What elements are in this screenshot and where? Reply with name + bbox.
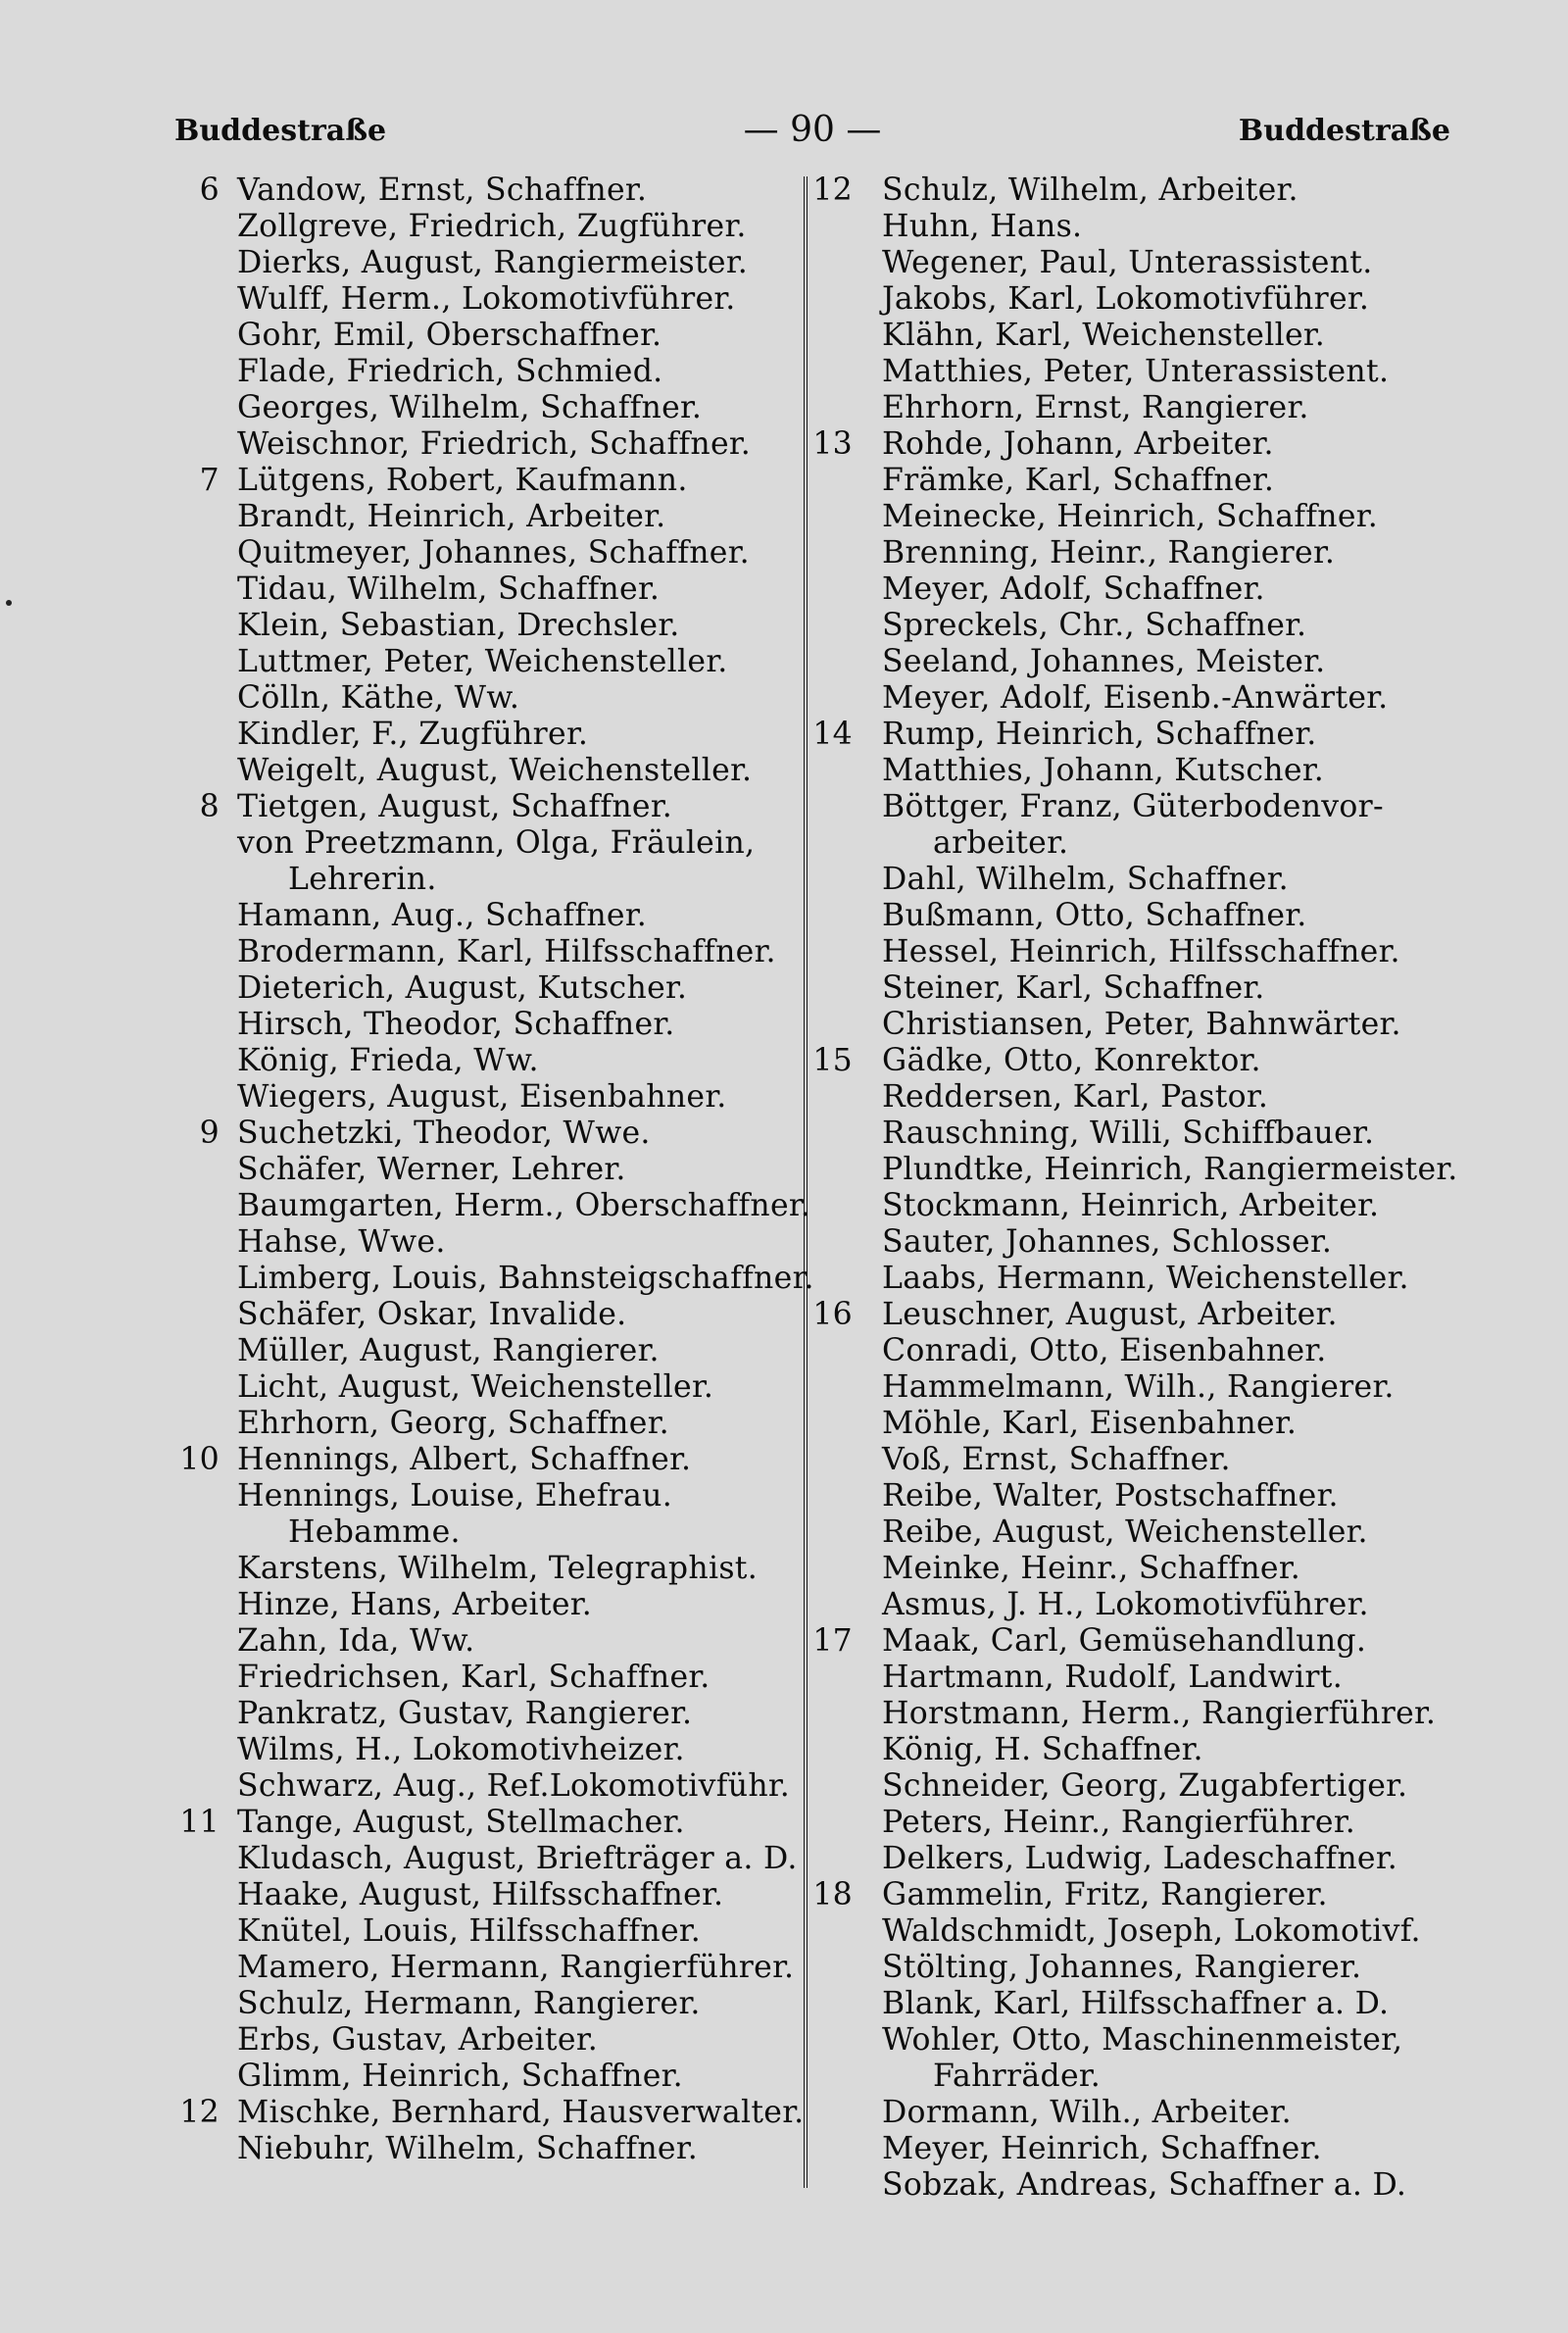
directory-entry: [190, 1043, 798, 1079]
directory-entry: [190, 934, 798, 970]
resident-text: Vandow, Ernst, Schaffner.: [237, 173, 648, 208]
left-column: [179, 173, 814, 2167]
directory-entry: [190, 2131, 798, 2167]
directory-entry: [190, 1768, 798, 1805]
directory-entry: [835, 2022, 1472, 2059]
resident-text: Fahrräder.: [933, 2059, 1102, 2094]
directory-entry: [190, 680, 798, 717]
directory-entry: [190, 354, 798, 390]
resident-text: Schäfer, Oskar, Invalide.: [237, 1297, 627, 1332]
page-header: [174, 110, 1450, 153]
resident-text: Mischke, Bernhard, Hausverwalter.: [237, 2095, 805, 2130]
directory-entry: [190, 1297, 798, 1333]
directory-entry: [812, 1877, 1472, 1913]
resident-text: Reibe, Walter, Postschaffner.: [882, 1478, 1339, 1514]
directory-entry: [835, 1333, 1472, 1369]
directory-entry: [190, 463, 798, 499]
directory-entry: [190, 1152, 798, 1188]
directory-entry: [835, 2131, 1472, 2167]
resident-text: Gädke, Otto, Konrektor.: [882, 1043, 1261, 1078]
directory-entry: [190, 390, 798, 426]
resident-text: Meyer, Adolf, Eisenb.-Anwärter.: [882, 680, 1389, 716]
directory-entry: [812, 1623, 1472, 1660]
resident-text: Limberg, Louis, Bahnsteigschaffner.: [237, 1261, 814, 1296]
resident-text: Schulz, Hermann, Rangierer.: [237, 1986, 701, 2021]
resident-text: Rohde, Johann, Arbeiter.: [882, 426, 1274, 462]
directory-entry: [835, 1442, 1472, 1478]
resident-text: Wiegers, August, Eisenbahner.: [237, 1079, 727, 1115]
resident-text: Weischnor, Friedrich, Schaffner.: [237, 426, 752, 462]
resident-text: Wohler, Otto, Maschinenmeister,: [882, 2022, 1403, 2058]
resident-text: Schneider, Georg, Zugabfertiger.: [882, 1768, 1408, 1804]
directory-entry: [835, 1478, 1472, 1514]
directory-entry: [179, 1805, 798, 1841]
resident-text: Wulff, Herm., Lokomotivführer.: [237, 281, 736, 317]
house-number: 10: [179, 1442, 220, 1477]
directory-entry: [835, 862, 1472, 898]
directory-entry: [835, 390, 1472, 426]
resident-text: arbeiter.: [933, 825, 1069, 861]
directory-entry: [190, 1587, 798, 1623]
resident-text: Främke, Karl, Schaffner.: [882, 463, 1275, 498]
resident-text: Cölln, Käthe, Ww.: [237, 680, 520, 716]
directory-entry: [190, 1406, 798, 1442]
directory-entry: [190, 1224, 798, 1261]
resident-text: Erbs, Gustav, Arbeiter.: [237, 2022, 599, 2058]
resident-text: Laabs, Hermann, Weichensteller.: [882, 1261, 1409, 1296]
directory-entry: [835, 209, 1472, 245]
resident-text: Hammelmann, Wilh., Rangierer.: [882, 1369, 1395, 1405]
directory-entry: [835, 571, 1472, 608]
directory-entry: [190, 753, 798, 789]
directory-entry: [835, 245, 1472, 281]
resident-text: Georges, Wilhelm, Schaffner.: [237, 390, 703, 425]
directory-entry: [835, 1079, 1472, 1116]
directory-entry: [190, 608, 798, 644]
resident-text: Schäfer, Werner, Lehrer.: [237, 1152, 626, 1187]
directory-entry: [835, 1660, 1472, 1696]
directory-entry: [190, 1514, 798, 1551]
directory-entry: [190, 825, 798, 862]
resident-text: Dieterich, August, Kutscher.: [237, 970, 688, 1006]
directory-entry: [835, 1406, 1472, 1442]
resident-text: Tidau, Wilhelm, Schaffner.: [237, 571, 661, 607]
resident-text: Delkers, Ludwig, Ladeschaffner.: [882, 1841, 1398, 1876]
house-number: 12: [179, 2095, 220, 2130]
directory-entry: [835, 1551, 1472, 1587]
directory-entry: [190, 2022, 798, 2059]
resident-text: Hinze, Hans, Arbeiter.: [237, 1587, 593, 1622]
resident-text: Pankratz, Gustav, Rangierer.: [237, 1696, 693, 1731]
directory-entry: [190, 717, 798, 753]
directory-entry: [835, 535, 1472, 571]
resident-text: Spreckels, Chr., Schaffner.: [882, 608, 1307, 643]
resident-text: Meyer, Adolf, Schaffner.: [882, 571, 1265, 607]
house-number: 7: [199, 463, 220, 498]
directory-entry: [190, 1623, 798, 1660]
resident-text: Rump, Heinrich, Schaffner.: [882, 717, 1317, 752]
directory-entry: [835, 970, 1472, 1007]
resident-text: Mamero, Hermann, Rangierführer.: [237, 1950, 795, 1985]
resident-text: Hirsch, Theodor, Schaffner.: [237, 1007, 675, 1042]
resident-text: Wegener, Paul, Unterassistent.: [882, 245, 1373, 280]
resident-text: Rauschning, Willi, Schiffbauer.: [882, 1116, 1375, 1151]
resident-text: Brenning, Heinr., Rangierer.: [882, 535, 1336, 571]
resident-text: Reibe, August, Weichensteller.: [882, 1514, 1368, 1550]
directory-entry: [190, 535, 798, 571]
directory-entry: [835, 1152, 1472, 1188]
directory-entry: [835, 608, 1472, 644]
resident-text: Dierks, August, Rangiermeister.: [237, 245, 749, 280]
resident-text: Stockmann, Heinrich, Arbeiter.: [882, 1188, 1380, 1223]
column-divider: [804, 176, 808, 2188]
resident-text: Glimm, Heinrich, Schaffner.: [237, 2059, 683, 2094]
directory-entry: [190, 644, 798, 680]
directory-entry: [835, 753, 1472, 789]
resident-text: Dormann, Wilh., Arbeiter.: [882, 2095, 1292, 2130]
directory-entry: [835, 1116, 1472, 1152]
resident-text: Luttmer, Peter, Weichensteller.: [237, 644, 728, 679]
directory-entry: [835, 1369, 1472, 1406]
resident-text: Zahn, Ida, Ww.: [237, 1623, 475, 1659]
directory-entry: [190, 281, 798, 318]
directory-entry: [835, 680, 1472, 717]
directory-entry: [190, 318, 798, 354]
resident-text: Meinke, Heinr., Schaffner.: [882, 1551, 1301, 1586]
directory-entry: [190, 173, 798, 209]
resident-text: Bußmann, Otto, Schaffner.: [882, 898, 1307, 933]
resident-text: Möhle, Karl, Eisenbahner.: [882, 1406, 1298, 1441]
resident-text: Matthies, Peter, Unterassistent.: [882, 354, 1390, 389]
directory-entry: [190, 1913, 798, 1950]
directory-entry: [835, 644, 1472, 680]
resident-text: Klein, Sebastian, Drechsler.: [237, 608, 680, 643]
directory-entry: [835, 2095, 1472, 2131]
resident-text: Ehrhorn, Georg, Schaffner.: [237, 1406, 669, 1441]
directory-entry: [190, 1950, 798, 1986]
directory-entry: [835, 1514, 1472, 1551]
directory-entry: [179, 2095, 805, 2131]
house-number: 15: [812, 1043, 853, 1078]
directory-entry: [835, 1950, 1472, 1986]
directory-entry: [835, 1805, 1472, 1841]
resident-text: Meyer, Heinrich, Schaffner.: [882, 2131, 1322, 2166]
directory-entry: [190, 245, 798, 281]
directory-entry: [190, 426, 798, 463]
resident-text: Peters, Heinr., Rangierführer.: [882, 1805, 1356, 1840]
house-number: 9: [199, 1116, 220, 1151]
resident-text: Asmus, J. H., Lokomotivführer.: [882, 1587, 1369, 1622]
directory-entry: [190, 571, 798, 608]
header-street-left: Buddestraße: [174, 114, 387, 148]
resident-text: Gohr, Emil, Oberschaffner.: [237, 318, 662, 353]
resident-text: Stölting, Johannes, Rangierer.: [882, 1950, 1362, 1985]
resident-text: Ehrhorn, Ernst, Rangierer.: [882, 390, 1309, 425]
right-column: [812, 173, 1472, 2204]
directory-entry: [190, 1696, 798, 1732]
directory-entry: [190, 1369, 798, 1406]
directory-entry: [835, 1007, 1472, 1043]
directory-entry: [190, 862, 798, 898]
directory-entry: [190, 898, 798, 934]
directory-entry: [835, 463, 1472, 499]
house-number: 14: [812, 717, 853, 752]
directory-entry: [190, 970, 798, 1007]
resident-text: Jakobs, Karl, Lokomotivführer.: [882, 281, 1370, 317]
resident-text: Hennings, Louise, Ehefrau.: [237, 1478, 673, 1514]
resident-text: Wilms, H., Lokomotivheizer.: [237, 1732, 685, 1767]
resident-text: Lütgens, Robert, Kaufmann.: [237, 463, 688, 498]
resident-text: Schulz, Wilhelm, Arbeiter.: [882, 173, 1298, 208]
directory-entry: [835, 318, 1472, 354]
resident-text: Müller, August, Rangierer.: [237, 1333, 660, 1368]
resident-text: Zollgreve, Friedrich, Zugführer.: [237, 209, 747, 244]
resident-text: Maak, Carl, Gemüsehandlung.: [882, 1623, 1367, 1659]
resident-text: Horstmann, Herm., Rangierführer.: [882, 1696, 1437, 1731]
resident-text: Tange, August, Stellmacher.: [237, 1805, 685, 1840]
resident-text: Gammelin, Fritz, Rangierer.: [882, 1877, 1328, 1912]
directory-entry: [835, 499, 1472, 535]
resident-text: Dahl, Wilhelm, Schaffner.: [882, 862, 1289, 897]
directory-entry: [835, 354, 1472, 390]
directory-entry: [835, 1224, 1472, 1261]
resident-text: Matthies, Johann, Kutscher.: [882, 753, 1325, 788]
resident-text: Waldschmidt, Joseph, Lokomotivf.: [882, 1913, 1421, 1949]
directory-entry: [190, 1986, 798, 2022]
resident-text: Flade, Friedrich, Schmied.: [237, 354, 663, 389]
resident-text: Blank, Karl, Hilfsschaffner a. D.: [882, 1986, 1390, 2021]
directory-entry: [812, 1297, 1472, 1333]
directory-entry: [190, 1551, 798, 1587]
resident-text: Seeland, Johannes, Meister.: [882, 644, 1326, 679]
resident-text: Hebamme.: [288, 1514, 461, 1550]
resident-text: Klähn, Karl, Weichensteller.: [882, 318, 1326, 353]
page-number: — 90 —: [743, 110, 882, 150]
resident-text: Niebuhr, Wilhelm, Schaffner.: [237, 2131, 699, 2166]
directory-entry: [835, 1188, 1472, 1224]
header-street-right: Buddestraße: [1238, 114, 1450, 148]
directory-entry: [835, 825, 1472, 862]
directory-entry: [835, 281, 1472, 318]
directory-entry: [190, 1261, 814, 1297]
house-number: 18: [812, 1877, 853, 1912]
directory-entry: [190, 1660, 798, 1696]
resident-text: Meinecke, Heinrich, Schaffner.: [882, 499, 1379, 534]
directory-entry: [835, 1261, 1472, 1297]
resident-text: Christiansen, Peter, Bahnwärter.: [882, 1007, 1401, 1042]
directory-entry: [835, 934, 1472, 970]
directory-entry: [190, 499, 798, 535]
resident-text: Lehrerin.: [288, 862, 437, 897]
directory-entry: [835, 789, 1472, 825]
resident-text: König, H. Schaffner.: [882, 1732, 1203, 1767]
house-number: 6: [199, 173, 220, 208]
resident-text: von Preetzmann, Olga, Fräulein,: [237, 825, 756, 861]
house-number: 8: [199, 789, 220, 824]
resident-text: Hahse, Wwe.: [237, 1224, 446, 1260]
resident-text: Steiner, Karl, Schaffner.: [882, 970, 1265, 1006]
directory-entry: [835, 1587, 1472, 1623]
house-number: 17: [812, 1623, 853, 1659]
resident-text: Hennings, Albert, Schaffner.: [237, 1442, 692, 1477]
resident-text: Reddersen, Karl, Pastor.: [882, 1079, 1269, 1115]
house-number: 11: [179, 1805, 220, 1840]
resident-text: Schwarz, Aug., Ref.Lokomotivführ.: [237, 1768, 791, 1804]
resident-text: Suchetzki, Theodor, Wwe.: [237, 1116, 651, 1151]
resident-text: Brandt, Heinrich, Arbeiter.: [237, 499, 666, 534]
resident-text: Brodermann, Karl, Hilfsschaffner.: [237, 934, 776, 969]
directory-entry: [835, 1732, 1472, 1768]
resident-text: Kludasch, August, Briefträger a. D.: [237, 1841, 798, 1876]
resident-text: Voß, Ernst, Schaffner.: [882, 1442, 1231, 1477]
directory-entry: [190, 1116, 798, 1152]
resident-text: Knütel, Louis, Hilfsschaffner.: [237, 1913, 702, 1949]
directory-entry: [179, 1442, 798, 1478]
margin-speck: [6, 600, 12, 606]
resident-text: Plundtke, Heinrich, Rangiermeister.: [882, 1152, 1458, 1187]
resident-text: Weigelt, August, Weichensteller.: [237, 753, 753, 788]
resident-text: Quitmeyer, Johannes, Schaffner.: [237, 535, 750, 571]
directory-entry: [190, 2059, 798, 2095]
directory-entry: [190, 1478, 798, 1514]
directory-entry: [835, 1986, 1472, 2022]
directory-entry: [190, 1188, 811, 1224]
house-number: 13: [812, 426, 853, 462]
directory-entry: [835, 2059, 1472, 2095]
resident-text: Leuschner, August, Arbeiter.: [882, 1297, 1338, 1332]
resident-text: Sauter, Johannes, Schlosser.: [882, 1224, 1333, 1260]
resident-text: Hamann, Aug., Schaffner.: [237, 898, 648, 933]
directory-entry: [190, 209, 798, 245]
directory-entry: [835, 1768, 1472, 1805]
directory-entry: [835, 898, 1472, 934]
directory-entry: [190, 1079, 798, 1116]
resident-text: Hessel, Heinrich, Hilfsschaffner.: [882, 934, 1400, 969]
resident-text: Hartmann, Rudolf, Landwirt.: [882, 1660, 1344, 1695]
house-number: 16: [812, 1297, 853, 1332]
resident-text: Sobzak, Andreas, Schaffner a. D.: [882, 2167, 1407, 2203]
directory-entry: [190, 1877, 798, 1913]
resident-text: Huhn, Hans.: [882, 209, 1083, 244]
directory-entry: [190, 1732, 798, 1768]
directory-entry: [812, 426, 1472, 463]
directory-entry: [190, 789, 798, 825]
resident-text: Tietgen, August, Schaffner.: [237, 789, 673, 824]
directory-entry: [190, 1841, 798, 1877]
directory-entry: [190, 1333, 798, 1369]
resident-text: Karstens, Wilhelm, Telegraphist.: [237, 1551, 759, 1586]
directory-entry: [812, 173, 1472, 209]
resident-text: Böttger, Franz, Güterbodenvor-: [882, 789, 1384, 824]
resident-text: König, Frieda, Ww.: [237, 1043, 539, 1078]
resident-text: Haake, August, Hilfsschaffner.: [237, 1877, 724, 1912]
resident-text: Friedrichsen, Karl, Schaffner.: [237, 1660, 710, 1695]
directory-entry: [835, 1696, 1472, 1732]
directory-entry: [190, 1007, 798, 1043]
directory-entry: [835, 2167, 1472, 2204]
house-number: 12: [812, 173, 853, 208]
directory-entry: [835, 1841, 1472, 1877]
resident-text: Licht, August, Weichensteller.: [237, 1369, 714, 1405]
directory-entry: [812, 1043, 1472, 1079]
resident-text: Baumgarten, Herm., Oberschaffner.: [237, 1188, 811, 1223]
directory-entry: [812, 717, 1472, 753]
resident-text: Kindler, F., Zugführer.: [237, 717, 589, 752]
resident-text: Conradi, Otto, Eisenbahner.: [882, 1333, 1327, 1368]
directory-entry: [835, 1913, 1472, 1950]
